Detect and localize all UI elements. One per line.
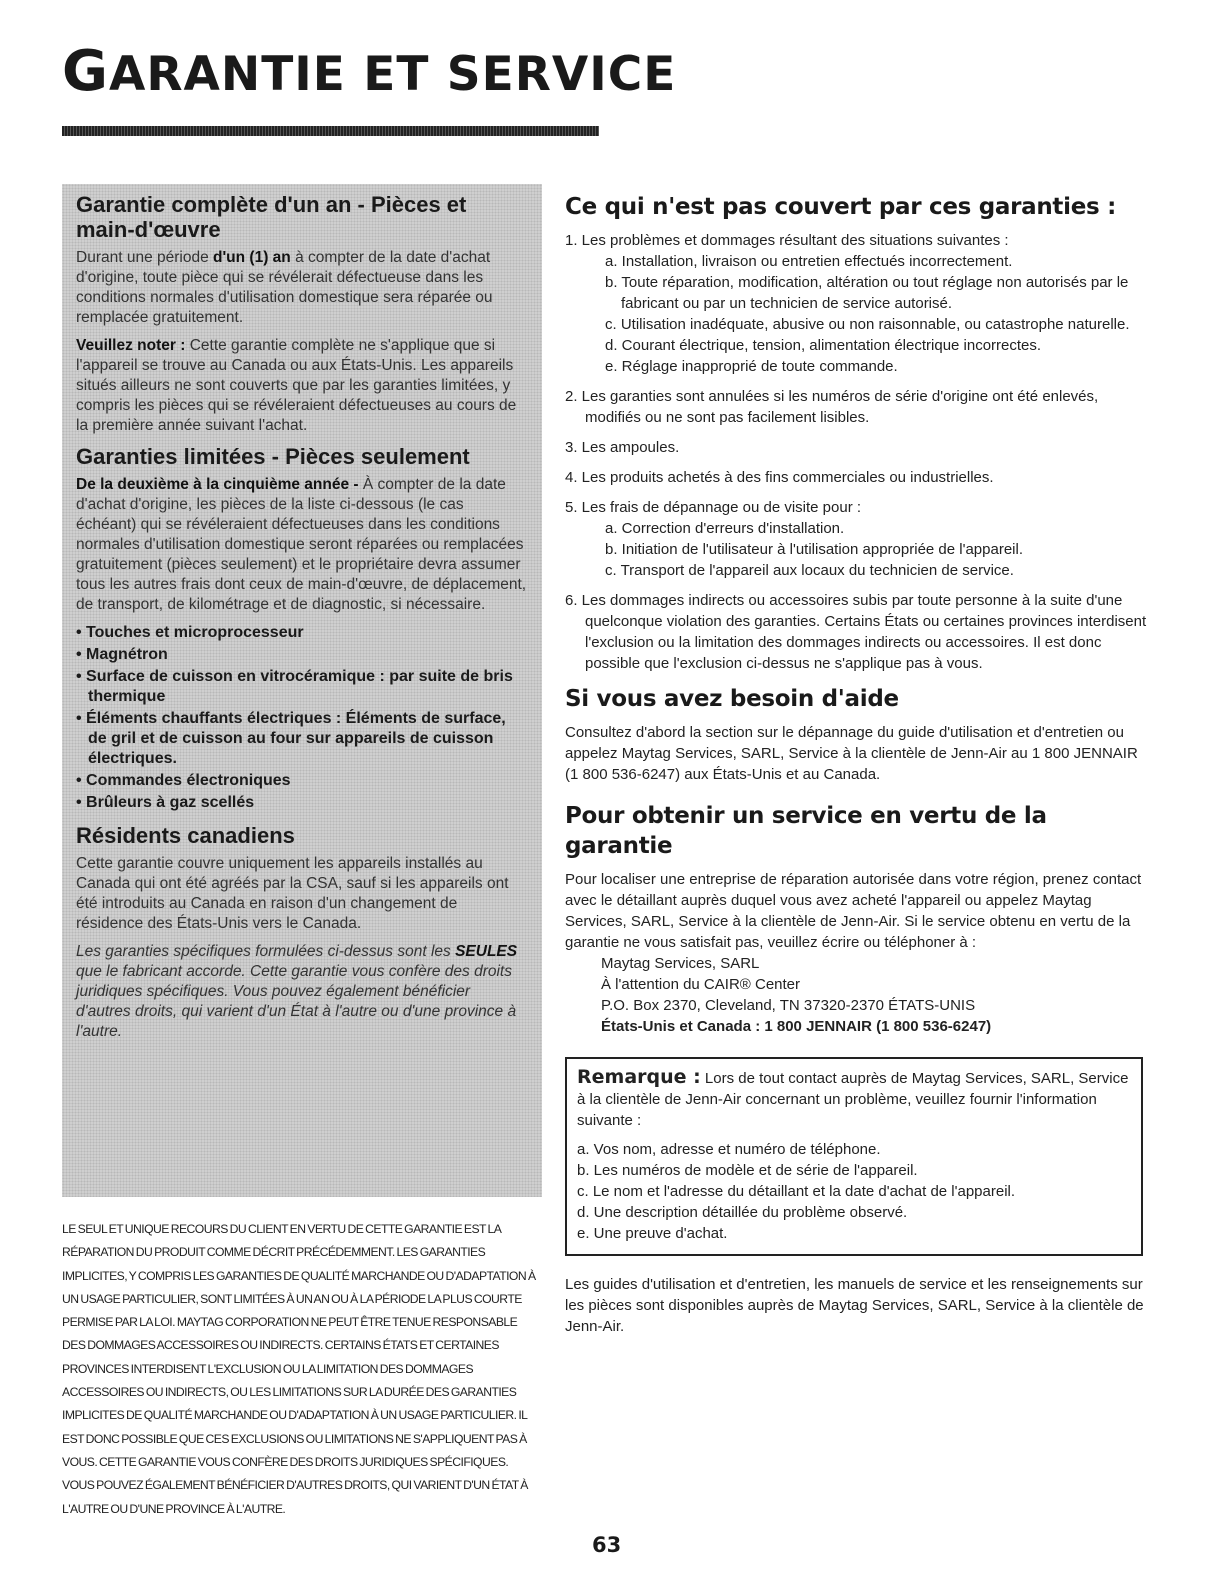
list-item: • Brûleurs à gaz scellés: [76, 793, 528, 813]
list-item: e. Une preuve d'achat.: [577, 1225, 728, 1242]
list-subitem: b. Initiation de l'utilisateur à l'utilisation appropriée de l'appareil.: [605, 541, 1024, 558]
full-warranty-text-post: à compter de la date d'achat d'origine, toute pièce qui se révélerait défectueuse dans les conditions normales d'utilisation domestique sera réparée ou remplacée gratuitement.: [76, 249, 493, 326]
list-item: [565, 230, 1155, 377]
note-body: Cette garantie complète ne s'applique que si l'appareil se trouve au Canada ou aux États-Unis. Les appareils situés ailleurs ne sont couverts que par les garanties limitées, y compris les pièces qui se révéleraient défectueuses au cours de la première année suivant l'achat.: [76, 337, 517, 434]
remark-title: Remarque :: [577, 1066, 701, 1088]
remark-text: Lors de tout contact auprès de Maytag Services, SARL, Service à la clientèle de Jenn-Air concernant un problème, veuillez fournir l'information suivante :: [577, 1070, 1129, 1129]
remark-box: [565, 1057, 1143, 1256]
list-item: • Touches et microprocesseur: [76, 623, 528, 643]
list-subitem: a. Installation, livraison ou entretien effectués incorrectement.: [605, 253, 1013, 270]
canadian-residents-heading: Résidents canadiens: [76, 823, 295, 848]
warranty-box: [62, 184, 542, 1197]
list-item: 6. Les dommages indirects ou accessoires subis par toute personne à la suite d'une quelconque violation des garanties. Certains États ou certaines provinces interdisent l'exclusion ou la limitation des dommages indirects ou accessoires. Il est donc possible que l'exclusion ci-dessus ne s'applique pas à vous.: [565, 592, 1147, 672]
address-line: Maytag Services, SARL: [601, 955, 760, 972]
list-item: c. Le nom et l'adresse du détaillant et la date d'achat de l'appareil.: [577, 1183, 1016, 1200]
specific-warranties-bold: SEULES: [455, 943, 518, 960]
phone-line: États-Unis et Canada : 1 800 JENNAIR (1 800 536-6247): [601, 1018, 992, 1035]
list-subitem: a. Correction d'erreurs d'installation.: [605, 520, 845, 537]
remark-list: [577, 1139, 1131, 1244]
help-heading: Si vous avez besoin d'aide: [565, 686, 899, 712]
full-warranty-text: [76, 248, 528, 328]
list-subitem: d. Courant électrique, tension, alimentation électrique incorrectes.: [605, 337, 1042, 354]
address-line: P.O. Box 2370, Cleveland, TN 37320-2370 ÉTATS-UNIS: [601, 997, 976, 1014]
service-heading: Pour obtenir un service en vertu de la garantie: [565, 803, 1047, 859]
list-item: b. Les numéros de modèle et de série de l'appareil.: [577, 1162, 918, 1179]
list-item: • Éléments chauffants électriques : Éléments de surface, de gril et de cuisson au four sur appareils de cuisson électriques.: [76, 709, 528, 769]
list-item: • Commandes électroniques: [76, 771, 528, 791]
full-warranty-heading: Garantie complète d'un an - Pièces et main-d'œuvre: [76, 192, 467, 242]
list-subitem: c. Utilisation inadéquate, abusive ou non raisonnable, ou catastrophe naturelle.: [605, 316, 1130, 333]
list-item: 2. Les garanties sont annulées si les numéros de série d'origine ont été enlevés, modifiés ou ne sont pas facilement lisibles.: [565, 388, 1099, 426]
full-warranty-period: d'un (1) an: [213, 249, 291, 266]
note-text: [76, 336, 528, 436]
page-title-rest: ARANTIE ET SERVICE: [108, 47, 677, 102]
full-warranty-text-pre: Durant une période: [76, 249, 214, 266]
list-item: 3. Les ampoules.: [565, 439, 680, 456]
list-subitem: e. Réglage inapproprié de toute commande.: [605, 358, 898, 375]
guides-text: Les guides d'utilisation et d'entretien, les manuels de service et les renseignements sur les pièces sont disponibles auprès de Maytag Services, SARL, Service à la clientèle de Jenn-Air.: [565, 1276, 1144, 1335]
specific-warranties-text: [76, 942, 528, 1042]
list-item: [565, 497, 1155, 581]
note-label: Veuillez noter :: [76, 337, 186, 354]
list-item: • Magnétron: [76, 645, 528, 665]
remark-intro: [577, 1067, 1131, 1131]
limited-warranty-text: [76, 475, 528, 615]
limited-warranty-period: De la deuxième à la cinquième année -: [76, 476, 359, 493]
not-covered-list: [565, 230, 1155, 674]
list-subitem: c. Transport de l'appareil aux locaux du technicien de service.: [605, 562, 1014, 579]
limited-warranty-body: À compter de la date d'achat d'origine, les pièces de la liste ci-dessous (le cas échéant) qui se révéleraient défectueuses dans les conditions normales d'utilisation domestique seront réparées ou remplacées gratuitement (pièces seulement) et le propriétaire devra assumer tous les autres frais dont ceux de main-d'œuvre, de déplacement, de transport, de kilométrage et de diagnostic, si nécessaire.: [76, 476, 527, 613]
list-subitem: b. Toute réparation, modification, altération ou tout réglage non autorisés par le fabricant ou par un technicien de service autorisé.: [605, 274, 1129, 312]
specific-warranties-pre: Les garanties spécifiques formulées ci-dessus sont les: [76, 943, 456, 960]
specific-warranties-post: que le fabricant accorde. Cette garantie vous confère des droits juridiques spécifiques. Vous pouvez également bénéficier d'autres droits, qui varient d'un État à l'autre ou d'une province à l'autre.: [76, 963, 517, 1040]
not-covered-heading: Ce qui n'est pas couvert par ces garanties :: [565, 194, 1117, 220]
help-text: Consultez d'abord la section sur le dépannage du guide d'utilisation et d'entretien ou appelez Maytag Services, SARL, Service à la clientèle de Jenn-Air au 1 800 JENNAIR (1 800 536-6247) aux États-Unis et au Canada.: [565, 724, 1138, 783]
limited-warranty-heading: Garanties limitées - Pièces seulement: [76, 444, 470, 469]
page-number: 63: [592, 1533, 622, 1557]
list-item: 4. Les produits achetés à des fins commerciales ou industrielles.: [565, 469, 994, 486]
legal-disclaimer: LE SEUL ET UNIQUE RECOURS DU CLIENT EN VERTU DE CETTE GARANTIE EST LA RÉPARATION DU PRODUIT COMME DÉCRIT PRÉCÉDEMMENT. LES GARANTIES IMPLICITES, Y COMPRIS LES GARANTIES DE QUALITÉ MARCHANDE OU D'ADAPTATION À UN USAGE PARTICULIER, SONT LIMITÉES À UN AN OU À LA PÉRIODE LA PLUS COURTE PERMISE PAR LA LOI. MAYTAG CORPORATION NE PEUT ÊTRE TENUE RESPONSABLE DES DOMMAGES ACCESSOIRES OU INDIRECTS. CERTAINS ÉTATS ET CERTAINES PROVINCES INTERDISENT L'EXCLUSION OU LA LIMITATION DES DOMMAGES ACCESSOIRES OU INDIRECTS, OU LES LIMITATIONS SUR LA DURÉE DES GARANTIES IMPLICITES DE QUALITÉ MARCHANDE OU D'ADAPTATION À UN USAGE PARTICULIER. IL EST DONC POSSIBLE QUE CES EXCLUSIONS OU LIMITATIONS NE S'APPLIQUENT PAS À VOUS. CETTE GARANTIE VOUS CONFÈRE DES DROITS JURIDIQUES SPÉCIFIQUES. VOUS POUVEZ ÉGALEMENT BÉNÉFICIER D'AUTRES DROITS, QUI VARIENT D'UN ÉTAT À L'AUTRE OU D'UNE PROVINCE À L'AUTRE.: [62, 1222, 536, 1516]
service-text: Pour localiser une entreprise de réparation autorisée dans votre région, prenez contact avec le détaillant auprès duquel vous avez acheté l'appareil ou appelez Maytag Services, SARL, Service à la clientèle de Jenn-Air. Si le service obtenu en vertu de la garantie ne vous satisfait pas, veuillez écrire ou téléphoner à :: [565, 871, 1142, 951]
covered-parts-list: [76, 623, 528, 813]
page-title-initial: G: [62, 39, 109, 104]
list-item-text: 5. Les frais de dépannage ou de visite pour :: [565, 499, 862, 516]
list-item: • Surface de cuisson en vitrocéramique : par suite de bris thermique: [76, 667, 528, 707]
list-item: d. Une description détaillée du problème observé.: [577, 1204, 908, 1221]
canadian-residents-text: Cette garantie couvre uniquement les appareils installés au Canada qui ont été agréés par la CSA, sauf si les appareils ont été introduits au Canada en raison d'un changement de résidence des États-Unis vers le Canada.: [76, 855, 509, 932]
title-rule: [62, 126, 599, 136]
list-item-text: 1. Les problèmes et dommages résultant des situations suivantes :: [565, 232, 1009, 249]
list-item: a. Vos nom, adresse et numéro de téléphone.: [577, 1141, 881, 1158]
address-line: À l'attention du CAIR® Center: [601, 976, 801, 993]
right-column: [565, 192, 1155, 1337]
service-address: [565, 953, 1155, 1037]
page-title: [62, 39, 677, 104]
